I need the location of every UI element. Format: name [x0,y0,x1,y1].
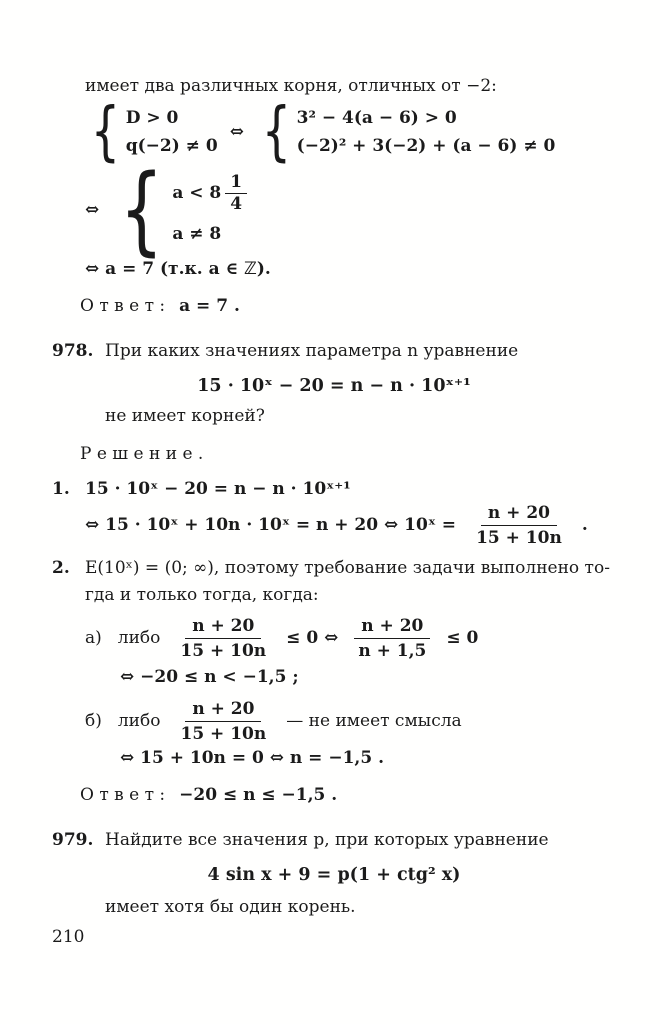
problem-978-heading [52,338,616,364]
system-equivalence-line-2 [85,153,616,266]
fraction-numerator: n + 20 [185,615,261,639]
step-text: E(10ˣ) = (0; ∞), поэтому требование задачи выполнено то- [85,557,610,578]
mixed-number-integer: a < 8 [172,183,222,204]
case-a-result: ⇔ −20 ≤ n < −1,5 ; [120,666,299,687]
fraction-numerator: n + 20 [481,502,557,526]
problem-978-equation: 15 · 10ˣ − 20 = n − n · 10ˣ⁺¹ [197,375,471,396]
fraction-numerator: 1 [225,173,247,194]
carryover-conclusion: ⇔ a = 7 (т.к. a ∈ ℤ). [85,258,271,279]
solution-step-1 [52,476,616,502]
problem-978-answer-line [80,783,616,807]
case-text: — не имеет смысла [286,711,462,732]
system-row: q(−2) ≠ 0 [125,136,218,157]
system-left-rows [126,104,218,160]
system-row: (−2)² + 3(−2) + (a − 6) ≠ 0 [296,136,556,157]
iff-arrow: ⇔ [229,122,244,143]
problem-979-statement-tail: имеет хотя бы один корень. [105,896,356,917]
equation-text: ≤ 0 ⇔ [286,628,339,649]
problem-978-statement-tail: не имеет корней? [105,405,265,426]
fraction [173,698,273,745]
case-label: а) [85,628,102,649]
solution-label: Р е ш е н и е . [80,443,204,464]
problem-statement: Найдите все значения p, при которых уравнение [105,829,549,850]
step-number: 1. [52,478,70,499]
fraction [225,173,247,214]
step-equation: 15 · 10ˣ − 20 = n − n · 10ˣ⁺¹ [85,478,351,499]
case-a-line [85,615,616,662]
fraction-numerator: n + 20 [354,615,430,639]
fraction [469,502,569,549]
problem-number: 979. [52,829,94,850]
fraction-denominator: n + 1,5 [358,640,427,661]
solution-step-2 [52,555,616,581]
equation-text: . [581,515,588,536]
problem-statement: При каких значениях параметра n уравнение [105,340,519,361]
case-label: б) [85,711,102,732]
answer-value: −20 ≤ n ≤ −1,5 . [179,784,338,805]
step-2-text-continued: гда и только тогда, когда: [85,584,319,605]
problem-979-equation: 4 sin x + 9 = p(1 + ctg² x) [207,864,461,885]
case-b-result: ⇔ 15 + 10n = 0 ⇔ n = −1,5 . [120,747,385,768]
system-right-rows [297,104,556,160]
carryover-answer-line [80,294,616,318]
case-word: либо [117,711,161,732]
answer-label: О т в е т : [80,295,166,316]
step-number: 2. [52,557,70,578]
fraction-denominator: 15 + 10n [476,527,562,548]
system-row [172,173,249,214]
left-brace-icon: { [90,95,121,169]
system-row: D > 0 [125,108,179,129]
problem-number: 978. [52,340,94,361]
case-b-line [85,698,616,745]
system-equivalence-line-1 [85,95,616,169]
page-number: 210 [52,926,85,947]
fraction-denominator: 4 [230,193,243,214]
system-right [256,95,556,169]
left-brace-icon: { [261,95,291,169]
left-brace-icon: { [119,153,164,266]
equation-text: ≤ 0 [446,628,479,649]
case-word: либо [117,628,161,649]
step-1-transform-line [85,502,616,549]
carryover-intro-text: имеет два различных корня, отличных от −2: [85,76,497,96]
fraction-denominator: 15 + 10n [180,723,267,744]
system-row: 3² − 4(a − 6) > 0 [296,108,457,129]
fraction-denominator: 15 + 10n [180,640,267,661]
fraction [351,615,433,662]
fraction-numerator: n + 20 [185,698,261,722]
answer-label: О т в е т : [80,784,166,805]
system-result [111,153,249,266]
system-row: a ≠ 8 [172,223,222,244]
system-result-rows [172,173,249,248]
answer-value: a = 7 . [179,295,240,316]
iff-arrow: ⇔ [85,200,100,221]
fraction [173,615,273,662]
problem-979-heading [52,827,616,853]
equation-text: ⇔ 15 · 10ˣ + 10n · 10ˣ = n + 20 ⇔ 10ˣ = [85,515,457,536]
